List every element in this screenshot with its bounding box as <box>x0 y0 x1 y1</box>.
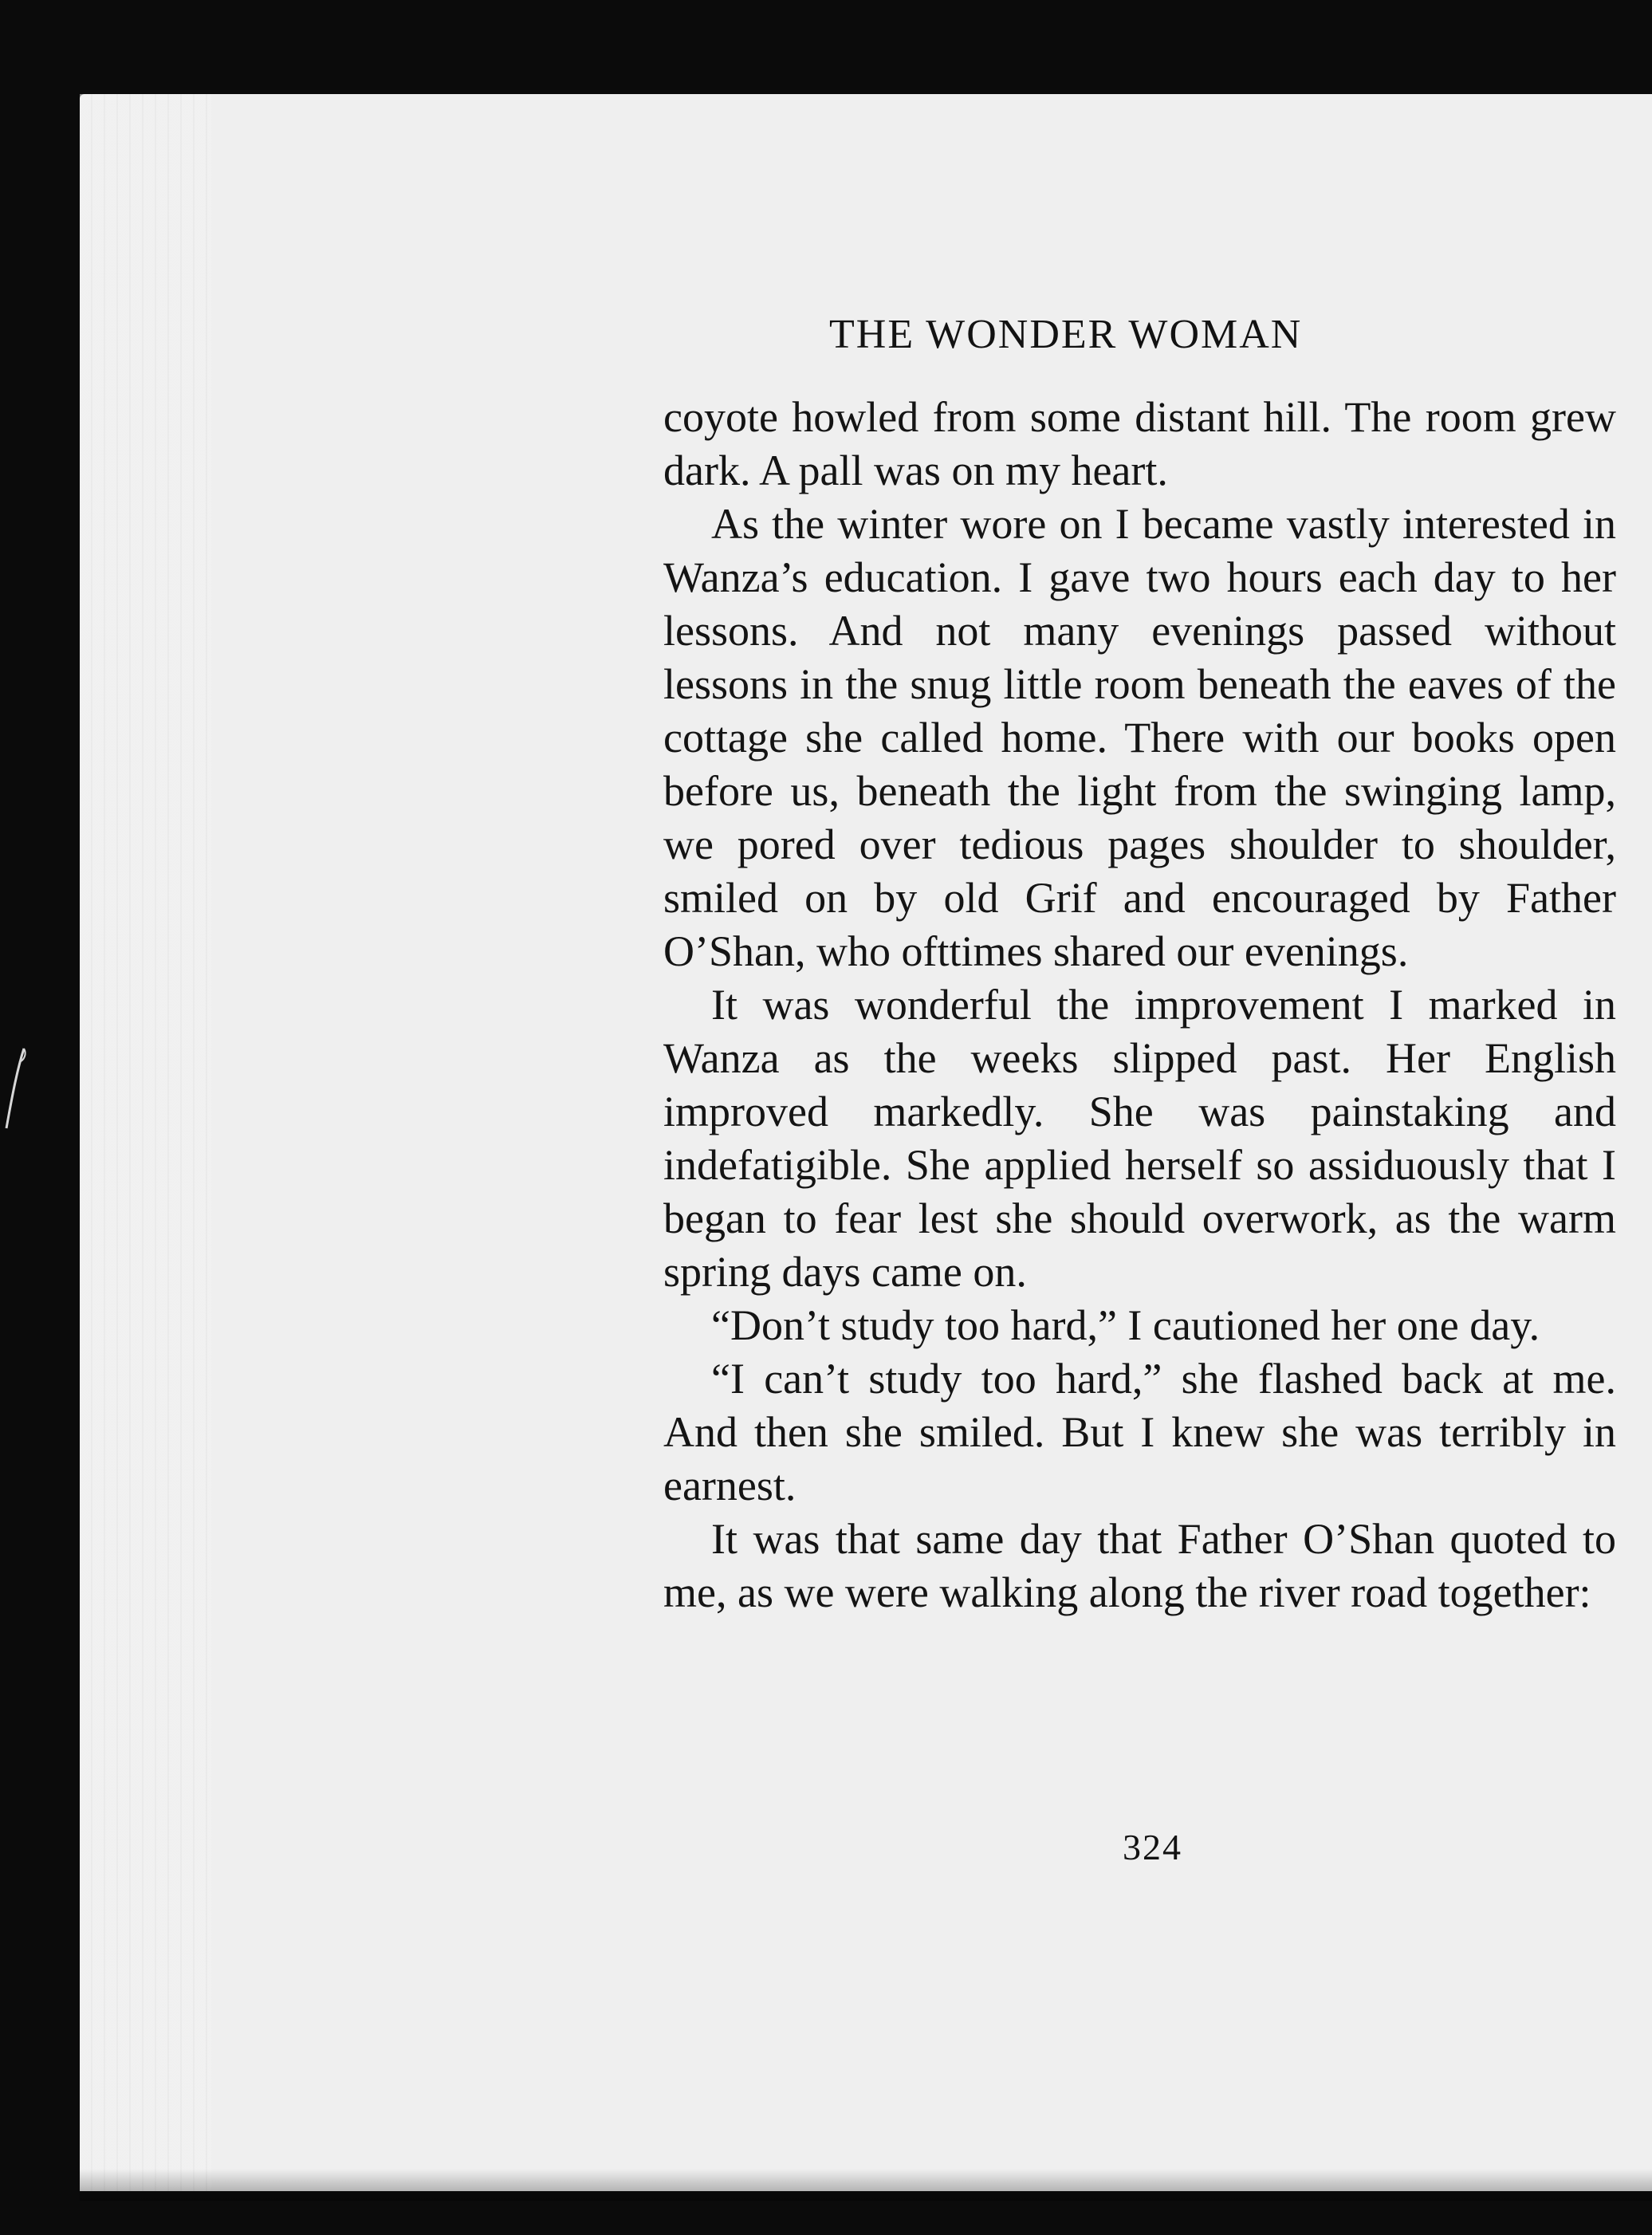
paragraph-3: It was wonderful the improvement I marked in Wanza as the weeks slipped past. Her English improved markedly. She was painstaking and indefatigible. She applied herself so assiduously that I began to fear lest she should overwork, as the warm spring days came on. <box>663 981 1616 1296</box>
body-text <box>663 391 1616 1619</box>
paragraph-1: coyote howled from some distant hill. The room grew dark. A pall was on my heart. <box>663 393 1616 494</box>
running-head: THE WONDER WOMAN <box>829 312 1303 357</box>
paragraph-5: “I can’t study too hard,” she flashed back at me. And then she smiled. But I knew she was terribly in earnest. <box>663 1355 1616 1509</box>
paragraph-2: As the winter wore on I became vastly interested in Wanza’s education. I gave two hours each day to her lessons. And not many evenings passed without lessons in the snug little room beneath the eaves of the cottage she called home. There with our books open before us, beneath the light from the swinging lamp, we pored over tedious pages shoulder to shoulder, smiled on by old Grif and encouraged by Father O’Shan, who ofttimes shared our evenings. <box>663 500 1616 975</box>
page-stack-edge <box>80 94 211 2191</box>
page-bottom-shadow <box>80 2169 1652 2201</box>
page-number: 324 <box>1123 1827 1182 1867</box>
paragraph-4: “Don’t study too hard,” I cautioned her one day. <box>711 1301 1540 1349</box>
paragraph-6: It was that same day that Father O’Shan quoted to me, as we were walking along the river road together: <box>663 1515 1616 1616</box>
margin-pencil-mark <box>0 1045 32 1132</box>
